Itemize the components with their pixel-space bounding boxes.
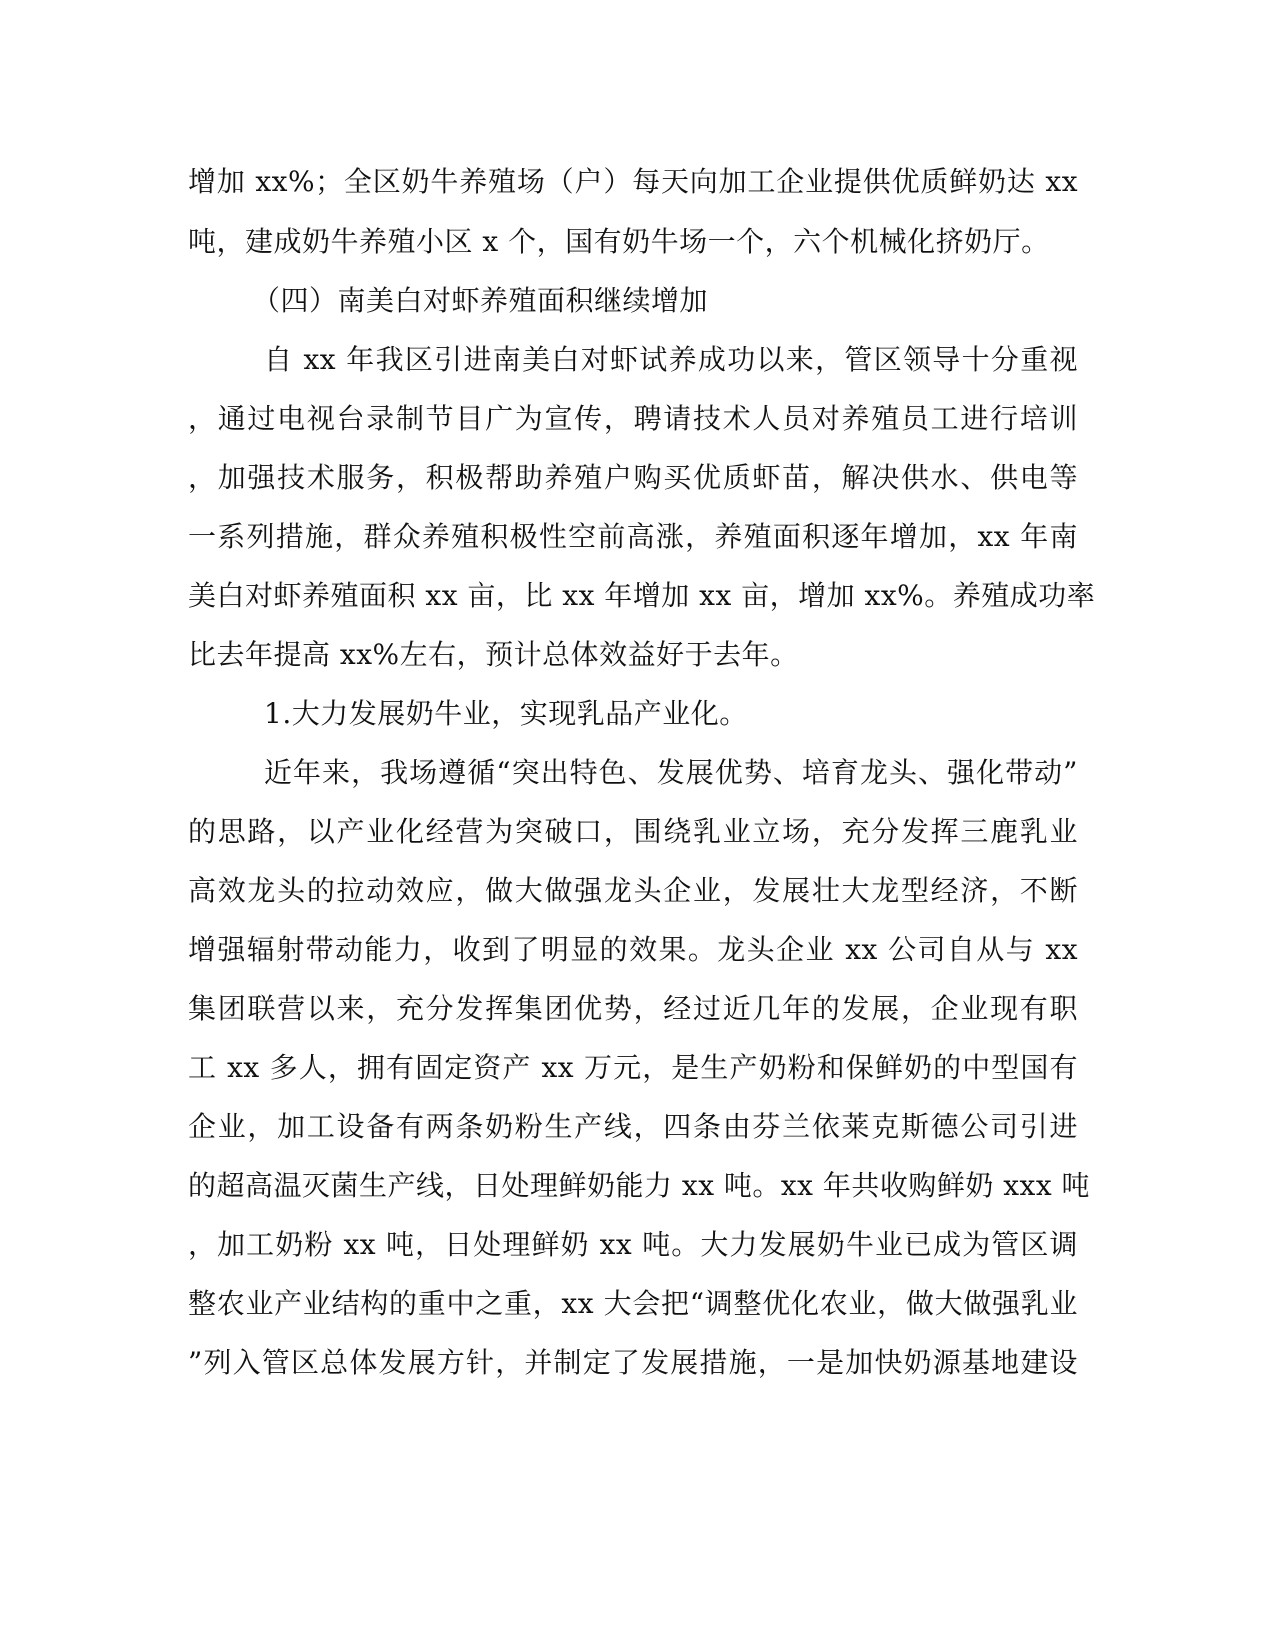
text-line: 增加 xx%；全区奶牛养殖场（户）每天向加工企业提供优质鲜奶达 xx xyxy=(188,165,1078,198)
text-line: 的超高温灭菌生产线，日处理鲜奶能力 xx 吨。xx 年共收购鲜奶 xxx 吨 xyxy=(188,1169,1091,1202)
text-line: 自 xx 年我区引进南美白对虾试养成功以来，管区领导十分重视 xyxy=(264,343,1078,376)
text-line: 整农业产业结构的重中之重，xx 大会把“调整优化农业，做大做强乳业 xyxy=(188,1287,1078,1320)
text-line: 增强辐射带动能力，收到了明显的效果。龙头企业 xx 公司自从与 xx xyxy=(188,933,1078,966)
text-line: 工 xx 多人，拥有固定资产 xx 万元，是生产奶粉和保鲜奶的中型国有 xyxy=(188,1051,1078,1084)
text-line: ，通过电视台录制节目广为宣传，聘请技术人员对养殖员工进行培训 xyxy=(188,402,1078,435)
text-line: ，加工奶粉 xx 吨，日处理鲜奶 xx 吨。大力发展奶牛业已成为管区调 xyxy=(188,1228,1078,1261)
text-line: ，加强技术服务，积极帮助养殖户购买优质虾苗，解决供水、供电等 xyxy=(188,461,1078,494)
text-line: 美白对虾养殖面积 xx 亩，比 xx 年增加 xx 亩，增加 xx%。养殖成功率 xyxy=(188,579,1096,612)
text-line: 吨，建成奶牛养殖小区 x 个，国有奶牛场一个，六个机械化挤奶厅。 xyxy=(188,225,1050,258)
text-line: 集团联营以来，充分发挥集团优势，经过近几年的发展，企业现有职 xyxy=(188,992,1078,1025)
text-line: 的思路，以产业化经营为突破口，围绕乳业立场，充分发挥三鹿乳业 xyxy=(188,815,1078,848)
section-heading: （四）南美白对虾养殖面积继续增加 xyxy=(252,284,709,317)
text-line: 企业，加工设备有两条奶粉生产线，四条由芬兰依莱克斯德公司引进 xyxy=(188,1110,1078,1143)
text-line: 高效龙头的拉动效应，做大做强龙头企业，发展壮大龙型经济，不断 xyxy=(188,874,1078,907)
text-line: 一系列措施，群众养殖积极性空前高涨，养殖面积逐年增加，xx 年南 xyxy=(188,520,1078,553)
text-line: 比去年提高 xx%左右，预计总体效益好于去年。 xyxy=(188,638,799,671)
list-item-heading: 1.大力发展奶牛业，实现乳品产业化。 xyxy=(264,697,748,730)
text-line: ”列入管区总体发展方针，并制定了发展措施，一是加快奶源基地建设 xyxy=(188,1346,1078,1379)
text-line: 近年来，我场遵循“突出特色、发展优势、培育龙头、强化带动” xyxy=(264,756,1078,789)
